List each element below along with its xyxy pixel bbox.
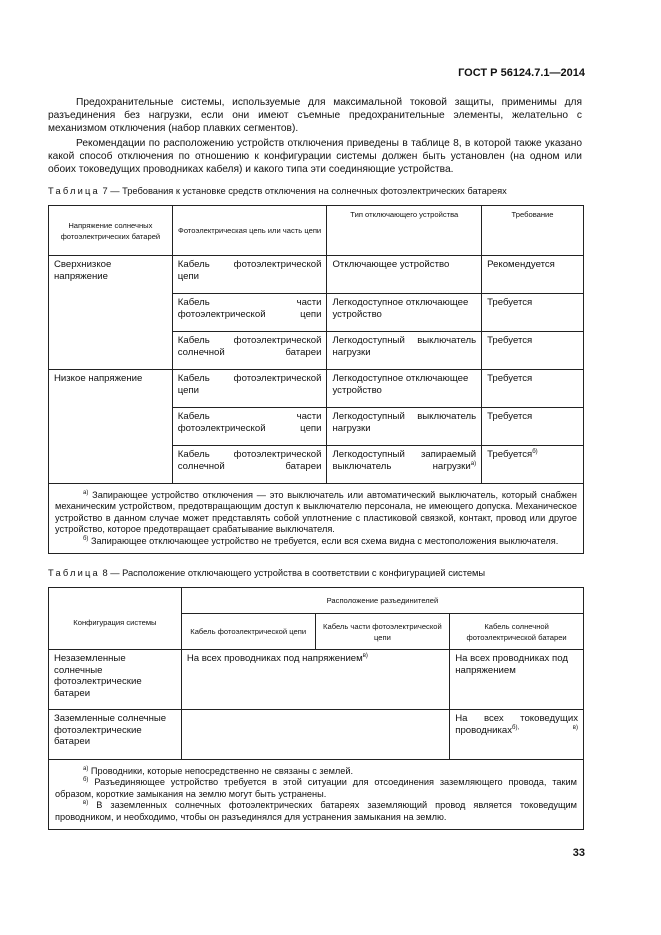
table7-circuit-cell: Кабель фотоэлектрической цепи	[172, 370, 327, 408]
table7-circuit-cell: Кабель части фотоэлектрической цепи	[172, 294, 327, 332]
footnote-mark: б)	[83, 535, 89, 542]
table8-caption	[48, 568, 588, 578]
table7-circuit-cell: Кабель фотоэлектрической цепи	[172, 256, 327, 294]
footnote-mark: а)	[83, 489, 89, 496]
table8-note-b	[55, 777, 577, 800]
table7-requirement-cell: Требуется	[482, 294, 584, 332]
table7-note-b-text: Запирающее отключающее устройство не требуется, если вся схема видна с местоположения выключателя.	[91, 535, 559, 546]
table7-header-circuit: Фотоэлектрическая цепь или часть цепи	[172, 206, 327, 256]
document-id: ГОСТ Р 56124.7.1—2014	[458, 67, 585, 79]
table-7	[48, 205, 584, 554]
footnote-mark: б), в)	[512, 724, 578, 731]
table-8	[48, 587, 584, 830]
table8-header-array: Кабель солнечной фотоэлектрической батареи	[450, 614, 584, 650]
table7-circuit-cell: Кабель части фотоэлектрической цепи	[172, 408, 327, 446]
footnote-mark: б)	[83, 777, 89, 784]
footnote-mark: в)	[362, 652, 368, 659]
table7-voltage-cell: Сверхнизкое напряжение	[49, 256, 173, 370]
table8-note-c	[55, 800, 577, 823]
table7-device-cell	[327, 446, 482, 484]
table8-header-group: Расположение разъединителей	[181, 588, 583, 614]
table7-header-device: Тип отключающего устройства	[327, 206, 482, 256]
table8-note-a-text: Проводники, которые непосредственно не связаны с землей.	[90, 766, 354, 776]
table8-note-c-text: В заземленных солнечных фотоэлектрических батареях заземляющий провод является токоведущим проводником, и необходимо, чтобы он разъединялся для устранения замыкания на землю.	[55, 800, 577, 822]
table8-header-config: Конфигурация системы	[49, 614, 182, 650]
table8-header-circuit: Кабель фотоэлектрической цепи	[181, 614, 315, 650]
table8-header-group-row	[49, 588, 584, 614]
table7-requirement-text: Требуется	[487, 449, 533, 460]
footnote-mark: а)	[83, 765, 89, 772]
table8-array-cell	[450, 710, 584, 760]
table-row	[49, 650, 584, 710]
table7-device-cell: Легкодоступное отключающее устройство	[327, 294, 482, 332]
table7-voltage-cell: Низкое напряжение	[49, 370, 173, 484]
table7-note-b	[55, 536, 577, 547]
table8-merged-text: На всех проводниках под напряжением	[186, 653, 363, 664]
table8-config-cell: Заземленные солнечные фотоэлектрические батареи	[49, 710, 182, 760]
table7-device-cell: Легкодоступный выключатель нагрузки	[327, 408, 482, 446]
table8-header-empty	[49, 588, 182, 614]
table8-config-cell: Незаземленные солнечные фотоэлектрические батареи	[49, 650, 182, 710]
table-row	[49, 256, 584, 294]
table8-header-part: Кабель части фотоэлектрической цепи	[315, 614, 450, 650]
table7-notes	[49, 484, 584, 554]
table7-requirement-cell: Требуется	[482, 370, 584, 408]
table-row	[49, 370, 584, 408]
table7-device-text: Легкодоступный запираемый выключатель нагрузки	[332, 449, 477, 472]
table7-header-voltage: Напряжение солнечных фотоэлектрических батарей	[49, 206, 173, 256]
table-row	[49, 710, 584, 760]
paragraph-2: Рекомендации по расположению устройств отключения приведены в таблице 8, в которой также указано какой способ отключения по отношению к конфигурации системы должен быть установлен (на одном или обоих токоведущих проводниках кабеля) и какого типа эти соединяющие устройства.	[48, 138, 582, 176]
table7-caption-label: Таблица	[48, 186, 100, 196]
footnote-mark: в)	[83, 800, 89, 807]
table7-requirement-cell: Требуется	[482, 332, 584, 370]
table7-requirement-cell: Рекомендуется	[482, 256, 584, 294]
table8-caption-label: Таблица	[48, 568, 100, 578]
table7-device-cell: Легкодоступное отключающее устройство	[327, 370, 482, 408]
table7-circuit-cell: Кабель фотоэлектрической солнечной батареи	[172, 332, 327, 370]
table8-array-cell: На всех проводниках под напряжением	[450, 650, 584, 710]
table7-header-row	[49, 206, 584, 256]
table7-requirement-cell	[482, 446, 584, 484]
table7-device-cell: Легкодоступный выключатель нагрузки	[327, 332, 482, 370]
table8-array-text: На всех токоведущих проводниках	[455, 713, 578, 736]
footnote-mark: а)	[470, 460, 477, 467]
table7-note-a	[55, 490, 577, 536]
table8-merged-cell	[181, 710, 449, 760]
table8-header-row	[49, 614, 584, 650]
table7-header-requirement: Требование	[482, 206, 584, 256]
table8-note-a	[55, 766, 577, 777]
table8-notes-row	[49, 760, 584, 830]
paragraph-1: Предохранительные системы, используемые для максимальной токовой защиты, применимы для разъединения без нагрузки, если они имеют съемные предохранительные элементы, желательно с механизмом отключения (набор плавких сегментов).	[48, 97, 582, 135]
table8-merged-cell	[181, 650, 449, 710]
table7-caption	[48, 186, 588, 196]
table7-device-cell: Отключающее устройство	[327, 256, 482, 294]
table7-caption-text: 7 — Требования к установке средств отключения на солнечных фотоэлектрических батареях	[102, 186, 507, 196]
table8-note-b-text: Разъединяющее устройство требуется в этой ситуации для отсоединения заземляющего провода, таким образом, короткие замыкания на землю могут быть устранены.	[55, 777, 577, 799]
table7-notes-row	[49, 484, 584, 554]
table8-notes	[49, 760, 584, 830]
table7-circuit-cell: Кабель фотоэлектрической солнечной батареи	[172, 446, 327, 484]
table7-note-a-text: Запирающее устройство отключения — это выключатель или автоматический выключатель, который снабжен механическим устройством, предотвращающим доступ к выключателю персонала, не имеющего допуска. Механическое устройство в данном случае может представлять собой уплотнение с пластиковой связкой, контакт, провод или другое устройство, которое предотвращает срабатывание выключателя.	[55, 490, 577, 535]
table8-caption-text: 8 — Расположение отключающего устройства в соответствии с конфигурацией системы	[102, 568, 486, 578]
table7-requirement-cell: Требуется	[482, 408, 584, 446]
page-number: 33	[572, 847, 585, 859]
footnote-mark: б)	[532, 448, 538, 455]
